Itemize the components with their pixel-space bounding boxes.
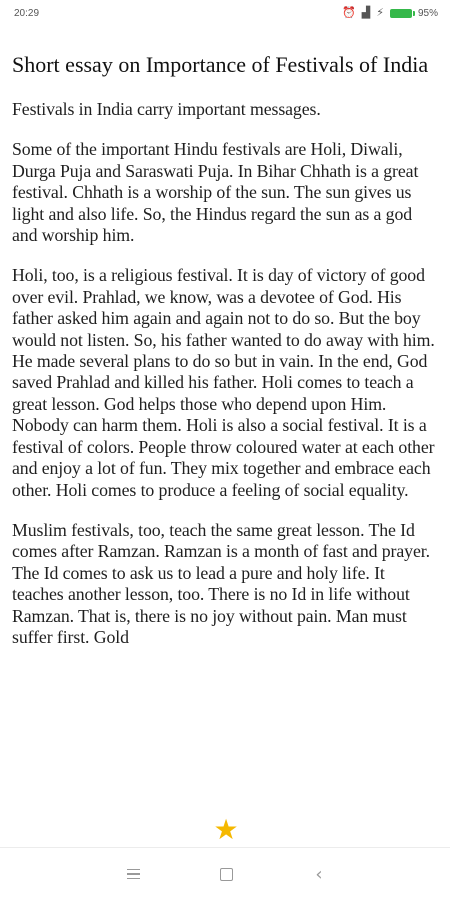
signal-icon: ▟: [361, 7, 371, 19]
article-content[interactable]: [0, 40, 450, 804]
article-paragraph: Festivals in India carry important messages.: [12, 99, 321, 119]
status-bar: [0, 0, 450, 28]
star-icon[interactable]: ★: [213, 813, 239, 846]
menu-icon[interactable]: [121, 862, 145, 886]
charging-icon: ⚡: [376, 7, 384, 19]
battery-icon: [390, 9, 412, 18]
navigation-bar: [0, 848, 450, 900]
battery-percent: 95%: [417, 7, 438, 19]
article-paragraph: Holi, too, is a religious festival. It is day of victory of good over evil. Prahlad, we know, was a devotee of God. His father asked him again and again not to do so. But the boy would not listen. So, his father wanted to do away with him. He made several plans to do so but in vain. In the end, God saved Prahlad and killed his father. Holi comes to teach a great lesson. God helps those who depend upon Him. Nobody can harm them. Holi is also a social festival. It is a festival of colors. People throw coloured water at each other and enjoy a lot of fun. They mix together and embrace each other. Holi comes to produce a feeling of social equality.: [12, 265, 435, 500]
home-icon[interactable]: [214, 862, 238, 886]
article-paragraph: Muslim festivals, too, teach the same great lesson. The Id comes after Ramzan. Ramzan is a month of fast and prayer. The Id comes to ask us to lead a pure and holy life. It teaches another lesson, too. There is no Id in life without Ramzan. That is, there is no joy without pain. Man must suffer first. Gold: [12, 519, 430, 647]
alarm-icon: ⏰: [342, 7, 356, 19]
back-icon[interactable]: ‹: [315, 863, 323, 885]
article-paragraph: Some of the important Hindu festivals are Holi, Diwali, Durga Puja and Saraswati Puja. In Bihar Chhath is a great festival. Chhath is a worship of the sun. The sun gives us light and also life. So, the Hindus regard the sun as a god and worship him.: [12, 139, 419, 246]
status-icons: [342, 6, 438, 20]
status-time: 20:29: [14, 8, 40, 19]
article-title: Short essay on Importance of Festivals of India: [12, 52, 429, 77]
